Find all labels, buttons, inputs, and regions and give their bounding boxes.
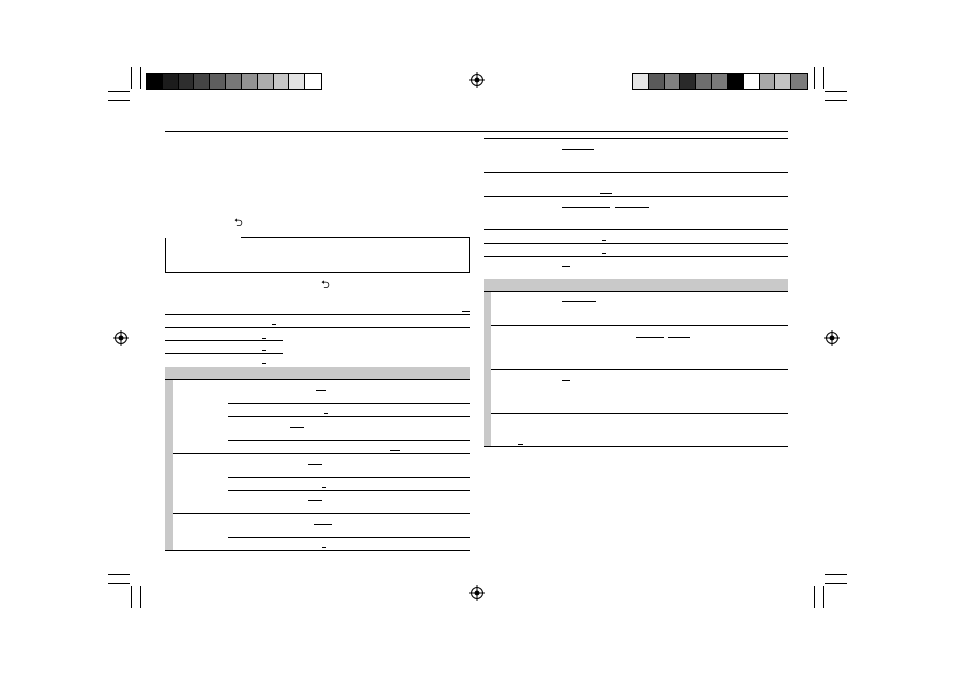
table-rule	[484, 291, 788, 292]
registration-mark-icon	[824, 330, 840, 346]
color-swatch	[665, 74, 681, 89]
table-rule	[228, 403, 470, 404]
row-rule	[484, 229, 788, 230]
color-swatch	[744, 74, 760, 89]
underline-mark	[272, 324, 276, 325]
underline-mark	[562, 266, 570, 267]
row-rule	[484, 172, 788, 173]
underline-mark	[390, 450, 400, 451]
row-rule	[484, 138, 788, 139]
underline-mark	[314, 524, 332, 525]
color-swatch	[775, 74, 791, 89]
crop-mark	[131, 67, 132, 89]
underline-mark	[562, 301, 596, 302]
color-swatch	[274, 74, 290, 89]
note-box	[165, 237, 470, 273]
color-swatch	[760, 74, 776, 89]
color-swatch	[680, 74, 696, 89]
table-rule	[228, 477, 470, 478]
row-rule	[165, 314, 470, 315]
underline-mark	[316, 390, 326, 391]
return-arrow-icon: ⮌	[321, 279, 330, 291]
underline-mark	[308, 464, 322, 465]
underline-mark	[615, 207, 649, 208]
underline-mark	[262, 363, 266, 364]
crop-mark	[814, 67, 815, 89]
color-swatch	[226, 74, 242, 89]
color-calibration-bar-right	[632, 73, 808, 90]
table-header-bar	[165, 367, 470, 379]
table-rule	[165, 550, 470, 551]
underline-mark	[668, 337, 690, 338]
color-swatch	[258, 74, 274, 89]
row-rule	[484, 243, 788, 244]
crop-mark	[825, 100, 847, 101]
table-side-bar	[165, 379, 173, 551]
underline-mark	[562, 149, 594, 150]
color-swatch	[242, 74, 258, 89]
crop-mark	[108, 583, 130, 584]
row-rule	[165, 353, 283, 354]
row-rule	[484, 196, 788, 197]
table-rule	[228, 490, 470, 491]
crop-mark	[140, 67, 141, 89]
underline-mark	[290, 427, 304, 428]
table-rule	[228, 440, 470, 441]
table-rule	[484, 446, 788, 447]
crop-mark	[131, 586, 132, 608]
underline-mark	[262, 338, 266, 339]
table-rule	[491, 325, 788, 326]
underline-mark	[602, 253, 606, 254]
color-swatch	[633, 74, 649, 89]
underline-mark	[308, 500, 322, 501]
color-swatch	[712, 74, 728, 89]
table-rule	[173, 513, 470, 514]
crop-mark	[140, 586, 141, 608]
header-rule	[165, 131, 788, 132]
return-arrow-icon: ⮌	[234, 217, 243, 229]
table-rule	[491, 369, 788, 370]
color-swatch	[210, 74, 226, 89]
row-rule	[165, 340, 283, 341]
table-rule	[228, 537, 470, 538]
color-swatch	[696, 74, 712, 89]
registration-mark-icon	[469, 585, 485, 601]
underline-mark	[600, 193, 612, 194]
underline-mark	[562, 207, 610, 208]
underline-mark	[636, 337, 664, 338]
color-swatch	[289, 74, 305, 89]
crop-mark	[825, 583, 847, 584]
underline-mark	[602, 240, 606, 241]
underline-mark	[262, 350, 266, 351]
row-rule	[165, 327, 470, 328]
note-box-title-rule	[165, 237, 241, 238]
color-swatch	[163, 74, 179, 89]
underline-mark	[462, 311, 470, 312]
underline-mark	[518, 444, 523, 445]
crop-mark	[825, 574, 847, 575]
color-calibration-bar-left	[146, 73, 322, 90]
color-swatch	[649, 74, 665, 89]
crop-mark	[108, 100, 130, 101]
color-swatch	[305, 74, 321, 89]
registration-mark-icon	[469, 72, 485, 88]
underline-mark	[322, 487, 326, 488]
underline-mark	[324, 413, 328, 414]
color-swatch	[728, 74, 744, 89]
color-swatch	[179, 74, 195, 89]
crop-mark	[108, 91, 130, 92]
underline-mark	[562, 380, 570, 381]
color-swatch	[147, 74, 163, 89]
underline-mark	[322, 547, 326, 548]
table-header-bar	[484, 279, 788, 291]
table-rule	[165, 379, 470, 380]
registration-mark-icon	[113, 330, 129, 346]
crop-mark	[814, 586, 815, 608]
color-swatch	[194, 74, 210, 89]
crop-mark	[825, 91, 847, 92]
table-rule	[228, 416, 470, 417]
crop-mark	[108, 574, 130, 575]
table-rule	[491, 413, 788, 414]
table-side-bar	[484, 291, 491, 446]
table-rule	[173, 453, 470, 454]
color-swatch	[791, 74, 807, 89]
row-rule	[484, 256, 788, 257]
crop-mark	[823, 67, 824, 89]
crop-mark	[823, 586, 824, 608]
